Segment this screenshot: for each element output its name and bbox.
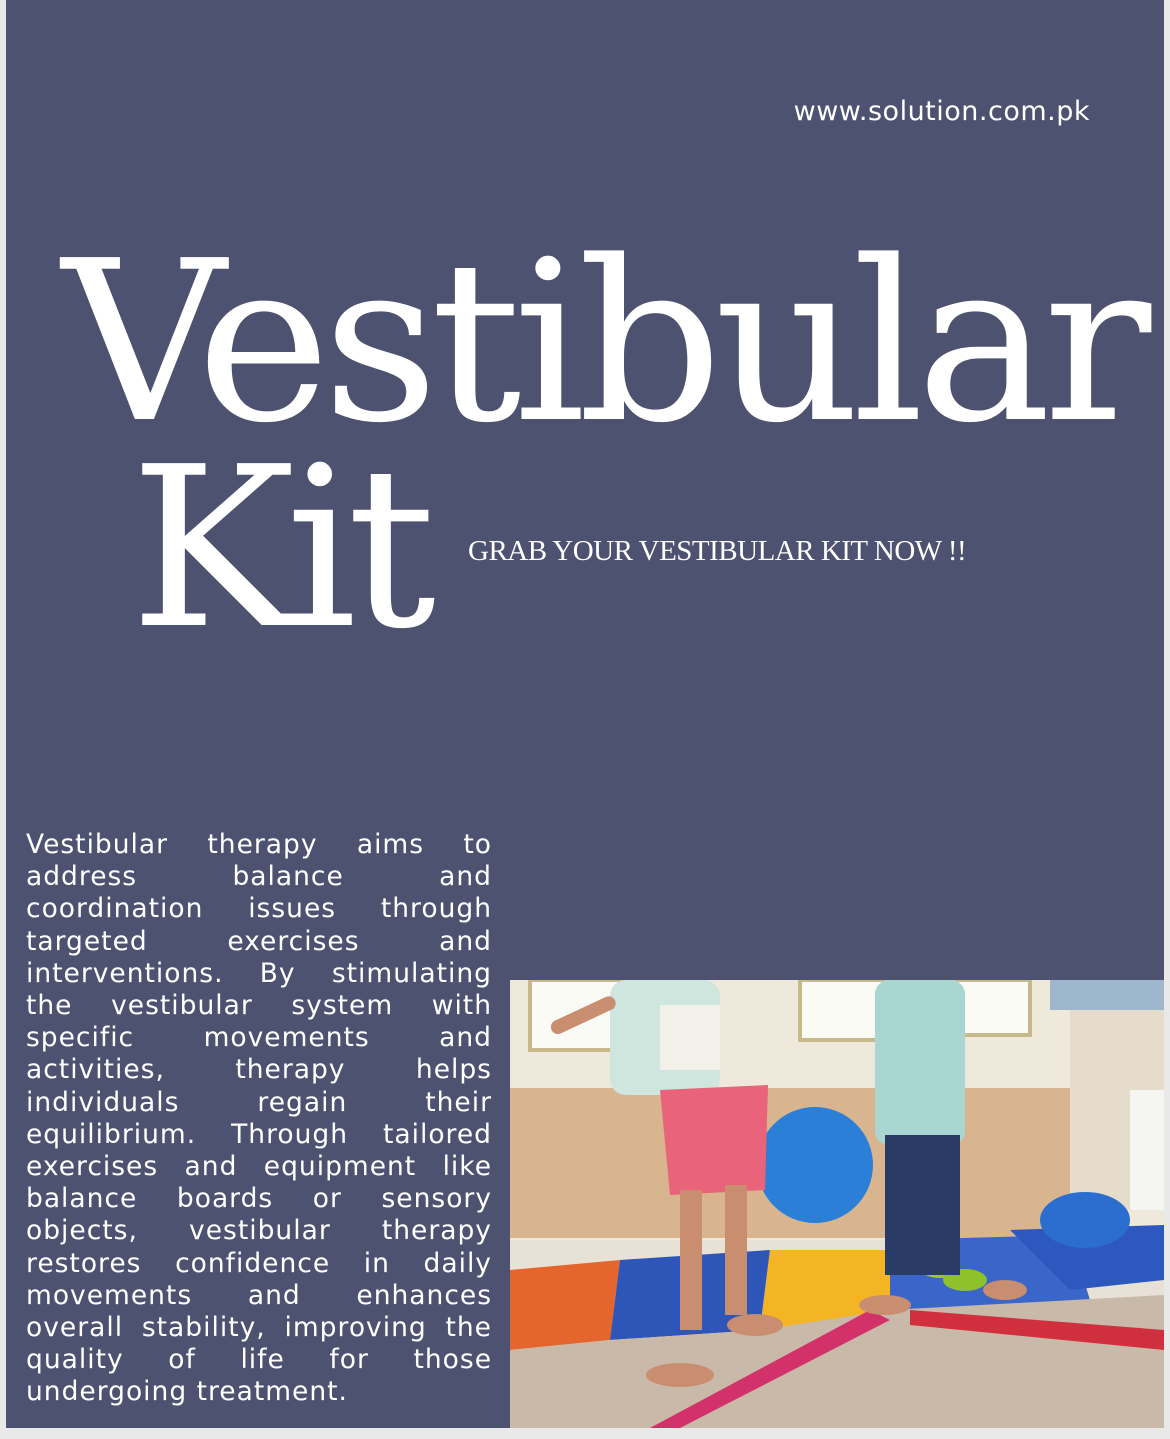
description-paragraph: Vestibular therapy aims to address balance and coordination issues through targeted exercises and interventions. By stimulating the vestibular system with specific movements and activities, therapy helps individuals regain their equilibrium. Through tailored exercises and equipment like balance boards or sensory objects, vestibular therapy restores confidence in daily movements and enhances overall stability, improving the quality of life for those undergoing treatment. — [26, 829, 492, 1408]
tagline: GRAB YOUR VESTIBULAR KIT NOW !! — [468, 535, 967, 567]
flyer-page — [6, 0, 1164, 1428]
title-line-2: Kit — [130, 420, 427, 678]
title-line-1: Vestibular — [62, 214, 1144, 472]
website-url: www.solution.com.pk — [793, 96, 1090, 127]
therapy-room-photo — [510, 980, 1164, 1428]
